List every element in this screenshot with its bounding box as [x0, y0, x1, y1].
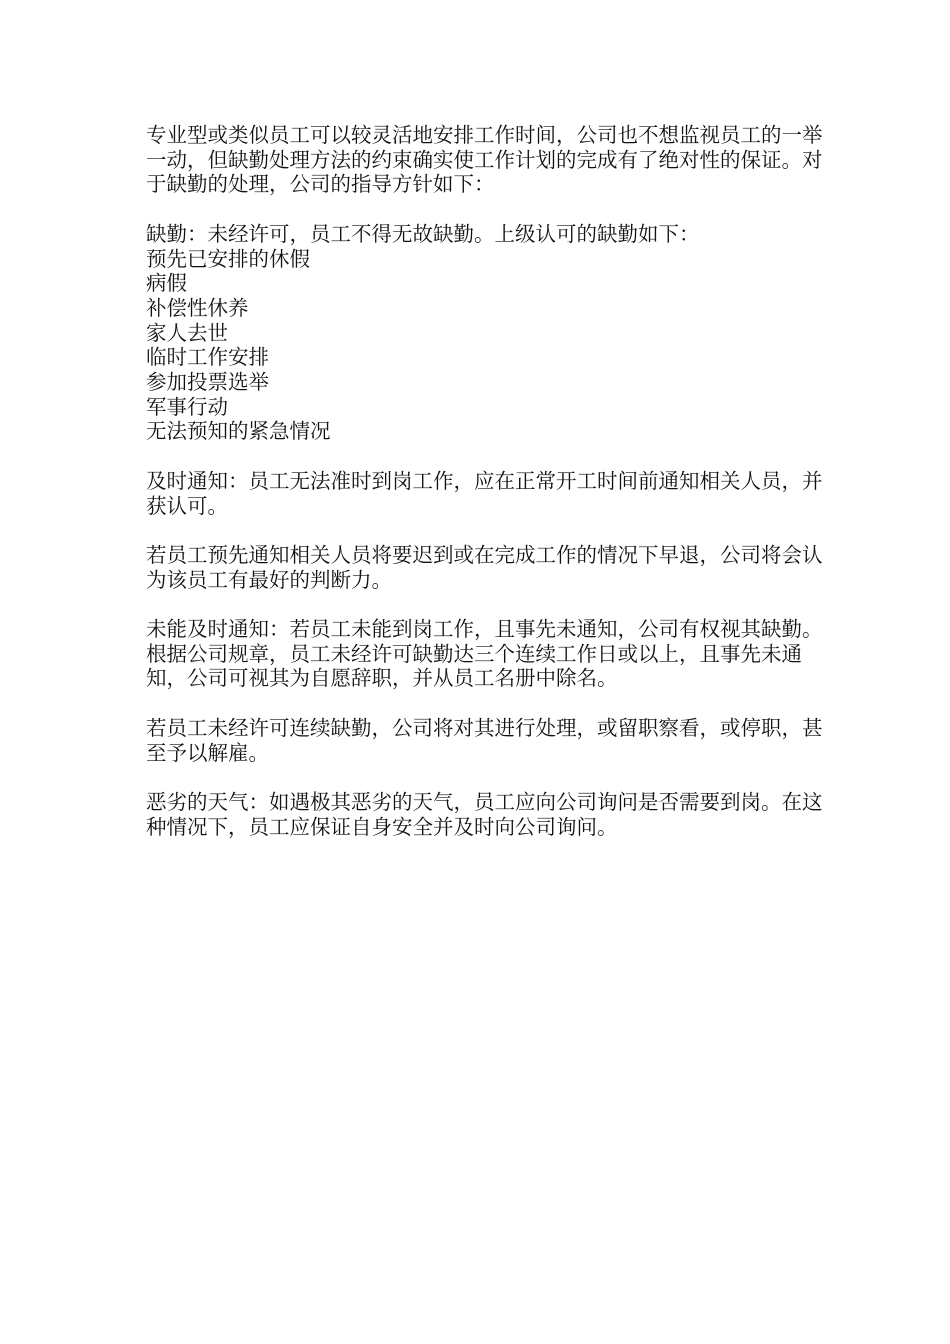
absence-heading: 缺勤：未经许可，员工不得无故缺勤。上级认可的缺勤如下：: [146, 221, 700, 246]
list-item: 病假: [146, 271, 187, 296]
document-body: [146, 123, 836, 864]
list-item: 临时工作安排: [146, 345, 269, 370]
approved-absence-list: [146, 247, 836, 445]
list-item: 预先已安排的休假: [146, 246, 310, 271]
list-item: 参加投票选举: [146, 370, 269, 395]
list-item: 军事行动: [146, 394, 228, 419]
no-notice-paragraph: 未能及时通知：若员工未能到岗工作，且事先未通知，公司有权视其缺勤。根据公司规章，员工未经许可缺勤达三个连续工作日或以上，且事先未通知，公司可视其为自愿辞职，并从员工名册中除名。: [146, 617, 823, 691]
advance-notice-paragraph: 若员工预先通知相关人员将要迟到或在完成工作的情况下早退，公司将会认为该员工有最好的判断力。: [146, 542, 823, 592]
consecutive-absence-paragraph: 若员工未经许可连续缺勤，公司将对其进行处理，或留职察看，或停职，甚至予以解雇。: [146, 715, 823, 765]
list-item: 家人去世: [146, 320, 228, 345]
bad-weather-paragraph: 恶劣的天气：如遇极其恶劣的天气，员工应向公司询问是否需要到岗。在这种情况下，员工应保证自身安全并及时向公司询问。: [146, 789, 823, 839]
timely-notice-paragraph: 及时通知：员工无法准时到岗工作，应在正常开工时间前通知相关人员，并获认可。: [146, 468, 823, 518]
intro-paragraph: 专业型或类似员工可以较灵活地安排工作时间，公司也不想监视员工的一举一动，但缺勤处理方法的约束确实使工作计划的完成有了绝对性的保证。对于缺勤的处理，公司的指导方针如下：: [146, 123, 823, 197]
absence-section: [146, 222, 836, 444]
list-item: 补偿性休养: [146, 295, 249, 320]
list-item: 无法预知的紧急情况: [146, 419, 331, 444]
